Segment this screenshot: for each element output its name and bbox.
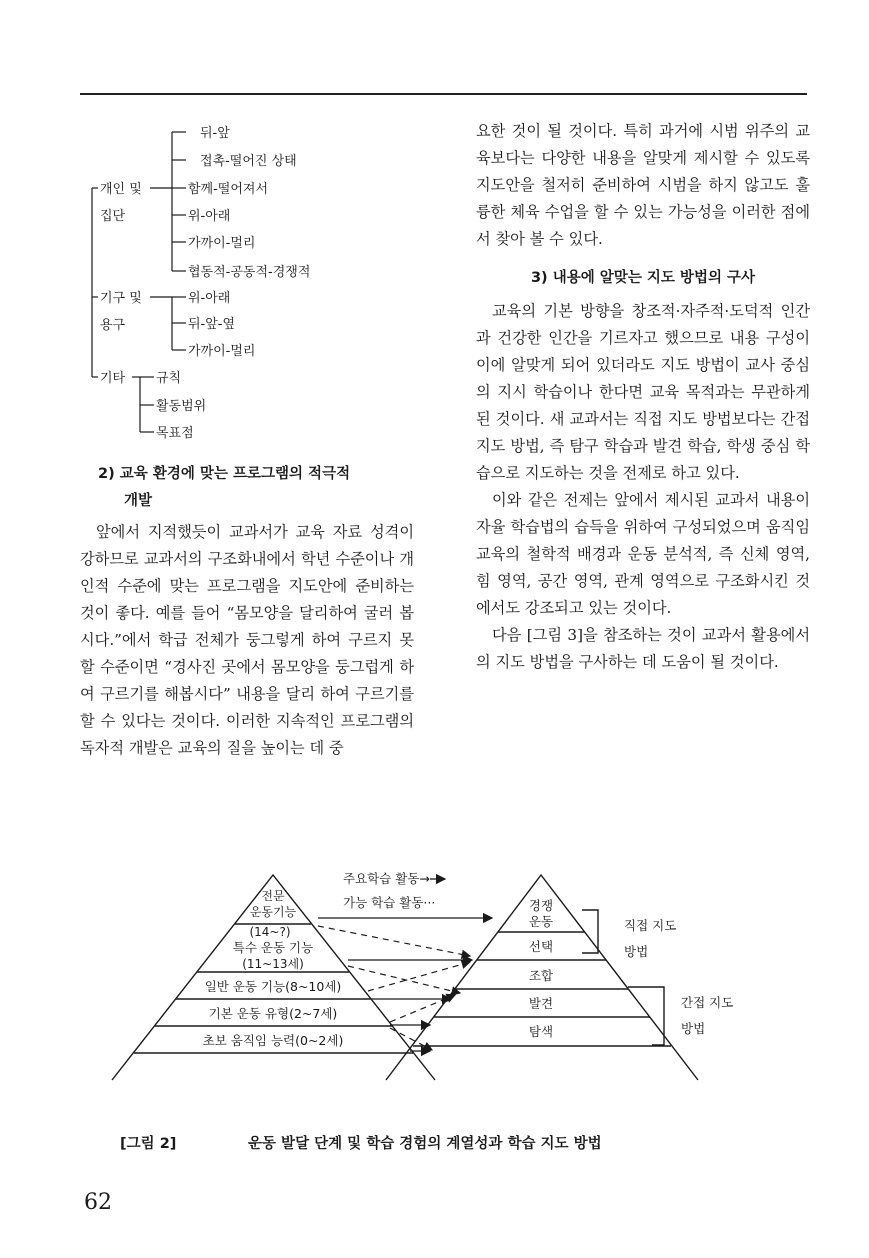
tree-item: 위-아래 [188,291,231,306]
section-number: 2) [98,466,115,482]
left-tier-label: (14~?) [249,925,291,939]
tree-item: 목표점 [156,426,194,441]
tree-item: 가까이-멀리 [188,236,256,251]
direct-method-label: 방법 [624,944,649,959]
tree-item: 가까이-멀리 [188,344,256,359]
tree-item: 뒤-앞 [200,126,230,141]
paragraph: 이와 같은 전제는 앞에서 제시된 교과서 내용이 자율 학습법의 습득을 위하여 구성되었으며 움직임 교육의 철학적 배경과 운동 분석적, 즉 신체 영역, 힘 영역, 공간 영역, 관계 영역으로 구조화시킨 것에서도 강조되고 있는 것이다. [476,491,810,617]
paragraph: 다음 [그림 3]을 참조하는 것이 교과서 활용에서의 지도 방법을 구사하는 데 도움이 될 것이다. [476,626,810,671]
paragraph: 교육의 기본 방향을 창조적·자주적·도덕적 인간과 건강한 인간을 기르자고 했으므로 내용 구성이 이에 알맞게 되어 있더라도 지도 방법이 교사 중심의 지시 학습이나 한다면 교육 목적과는 무관하게 된 것이다. 새 교과서는 직접 지도 방법보다는 간접 지도 방법, 즉 탐구 학습과 발견 학습, 학생 중심 학습으로 지도하는 것을 전제로 하고 있다. [476,302,810,482]
direct-method-label: 직접 지도 [624,918,677,933]
page-number: 62 [84,1190,112,1215]
section-heading: 3) 내용에 알맞는 지도 방법의 구사 [530,270,756,286]
section-heading-cont: 개발 [124,493,153,509]
indirect-method-label: 방법 [681,1021,706,1036]
figure-caption-text: 운동 발달 단계 및 학습 경험의 계열성과 학습 지도 방법 [248,1136,602,1152]
right-tier-label: 경쟁 [528,898,554,913]
tree-group-label: 기구 및 [100,291,142,306]
left-tier-label: 일반 운동 기능(8~10세) [204,979,342,994]
left-tier-label: 전문 [261,889,285,903]
right-column [476,118,810,676]
paragraph: 요한 것이 될 것이다. 특히 과거에 시범 위주의 교육보다는 다양한 내용을 알맞게 제시할 수 있도록 지도안을 철저히 준비하여 시범을 하지 않고도 훌륭한 체육 수업을 할 수 있는 가능성을 이러한 점에서 찾아 볼 수 있다. [476,122,810,248]
section-heading [98,461,414,488]
tree-group-label: 기타 [100,371,126,386]
tree-item: 규칙 [156,371,182,386]
tree-item: 뒤-앞-옆 [188,317,236,332]
right-tier-label: 운동 [528,914,554,929]
legend-possible: 가능 학습 활동··· [343,895,436,910]
left-column [80,461,414,762]
tree-item: 함께-떨어져서 [188,182,269,197]
figure-caption-label: [그림 2] [120,1136,177,1152]
left-tier-label: 특수 운동 기능 [232,940,314,955]
right-tier-label: 선택 [528,939,554,954]
tree-item: 위-아래 [188,209,231,224]
legend-main: 주요학습 활동→ [343,871,430,886]
tree-item: 접촉-떨어진 상태 [200,154,297,169]
pyramid-figure [0,850,869,1110]
tree-item: 활동범위 [156,399,207,414]
right-tier-label: 탐색 [528,1024,554,1039]
left-tier-label: 운동기능 [249,905,297,919]
right-tier-label: 발견 [528,996,554,1011]
tree-group-label: 개인 및 [100,182,142,197]
indirect-method-label: 간접 지도 [681,995,734,1010]
tree-group-label: 용구 [100,318,126,333]
left-tier-label: (11~13세) [242,957,304,971]
right-tier-label: 조합 [528,968,554,983]
left-tier-label: 초보 움직임 능력(0~2세) [202,1033,344,1048]
left-tier-label: 기본 운동 유형(2~7세) [208,1006,338,1021]
tree-item: 협동적-공동적-경쟁적 [188,265,311,280]
paragraph: 앞에서 지적했듯이 교과서가 교육 자료 성격이 강하므로 교과서의 구조화내에서 학년 수준이나 개인적 수준에 맞는 프로그램을 지도안에 준비하는 것이 좋다. 예를 들어 “몸모양을 달리하여 굴러 봅시다.”에서 학급 전체가 둥그렇게 하여 구르지 못할 수준이면 “경사진 곳에서 몸모양을 둥그럽게 하여 구르기를 해봅시다” 내용을 달리 하여 구르기를 할 수 있다는 것이다. 이러한 지속적인 프로그램의 독자적 개발은 교육의 질을 높이는 데 중 [80,523,414,757]
section-title: 교육 환경에 맞는 프로그램의 적극적 [119,466,351,482]
tree-group-label: 집단 [100,209,126,224]
